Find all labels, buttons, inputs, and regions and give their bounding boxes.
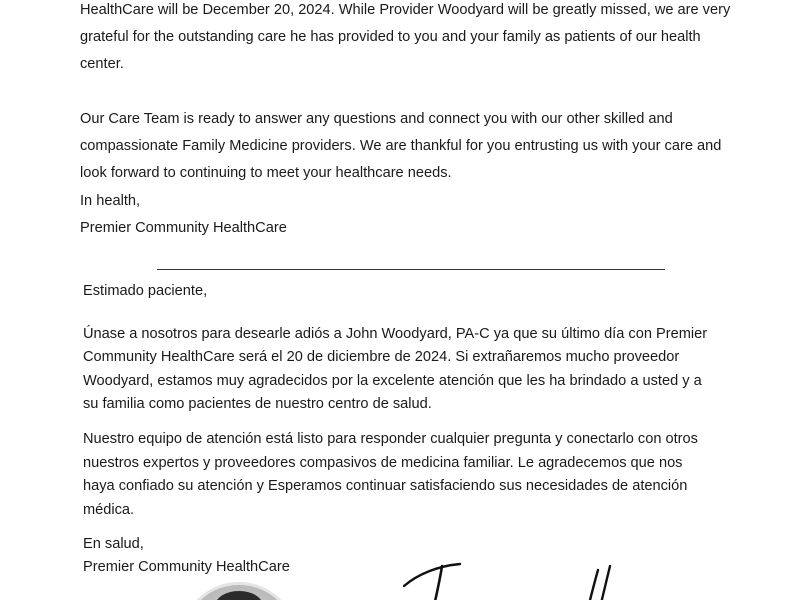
provider-photo bbox=[180, 582, 298, 600]
es-paragraph2-line2: nuestros expertos y proveedores compasivos de medicina familiar. Le agradecemos que nos bbox=[83, 455, 683, 471]
es-paragraph1-line2: Community HealthCare será el 20 de diciembre de 2024. Si extrañaremos mucho proveedor bbox=[83, 349, 680, 365]
en-paragraph2-line1: Our Care Team is ready to answer any questions and connect you with our other skilled and bbox=[80, 111, 673, 127]
handwritten-signature bbox=[398, 556, 628, 600]
es-greeting: Estimado paciente, bbox=[83, 283, 208, 299]
en-paragraph2-line3: look forward to continuing to meet your healthcare needs. bbox=[80, 165, 452, 181]
es-paragraph1-line3: Woodyard, estamos muy agradecidos por la excelente atención que les ha brindado a usted y a bbox=[83, 373, 702, 389]
es-paragraph2-line3: haya confiado su atención y Esperamos continuar satisfaciendo sus necesidades de atención bbox=[83, 478, 688, 494]
en-paragraph1-line1: HealthCare will be December 20, 2024. While Provider Woodyard will be greatly missed, we are very bbox=[80, 2, 731, 18]
section-divider bbox=[157, 269, 665, 270]
es-paragraph2-line4: médica. bbox=[83, 502, 135, 518]
en-paragraph1-line3: center. bbox=[80, 56, 124, 72]
es-paragraph1-line4: su familia como pacientes de nuestro centro de salud. bbox=[83, 396, 432, 412]
es-paragraph1-line1: Únase a nosotros para desearle adiós a John Woodyard, PA-C ya que su último día con Premier bbox=[83, 326, 708, 342]
en-paragraph1-line2: grateful for the outstanding care he has provided to you and your family as patients of our health bbox=[80, 29, 701, 45]
es-closing: En salud, bbox=[83, 536, 144, 552]
en-signoff: Premier Community HealthCare bbox=[80, 220, 287, 236]
es-signoff: Premier Community HealthCare bbox=[83, 559, 290, 575]
en-closing: In health, bbox=[80, 193, 141, 209]
photo-hair-shape bbox=[215, 591, 263, 600]
es-paragraph2-line1: Nuestro equipo de atención está listo para responder cualquier pregunta y conectarlo con otros bbox=[83, 431, 698, 447]
en-paragraph2-line2: compassionate Family Medicine providers. We are thankful for you entrusting us with your care and bbox=[80, 138, 722, 154]
